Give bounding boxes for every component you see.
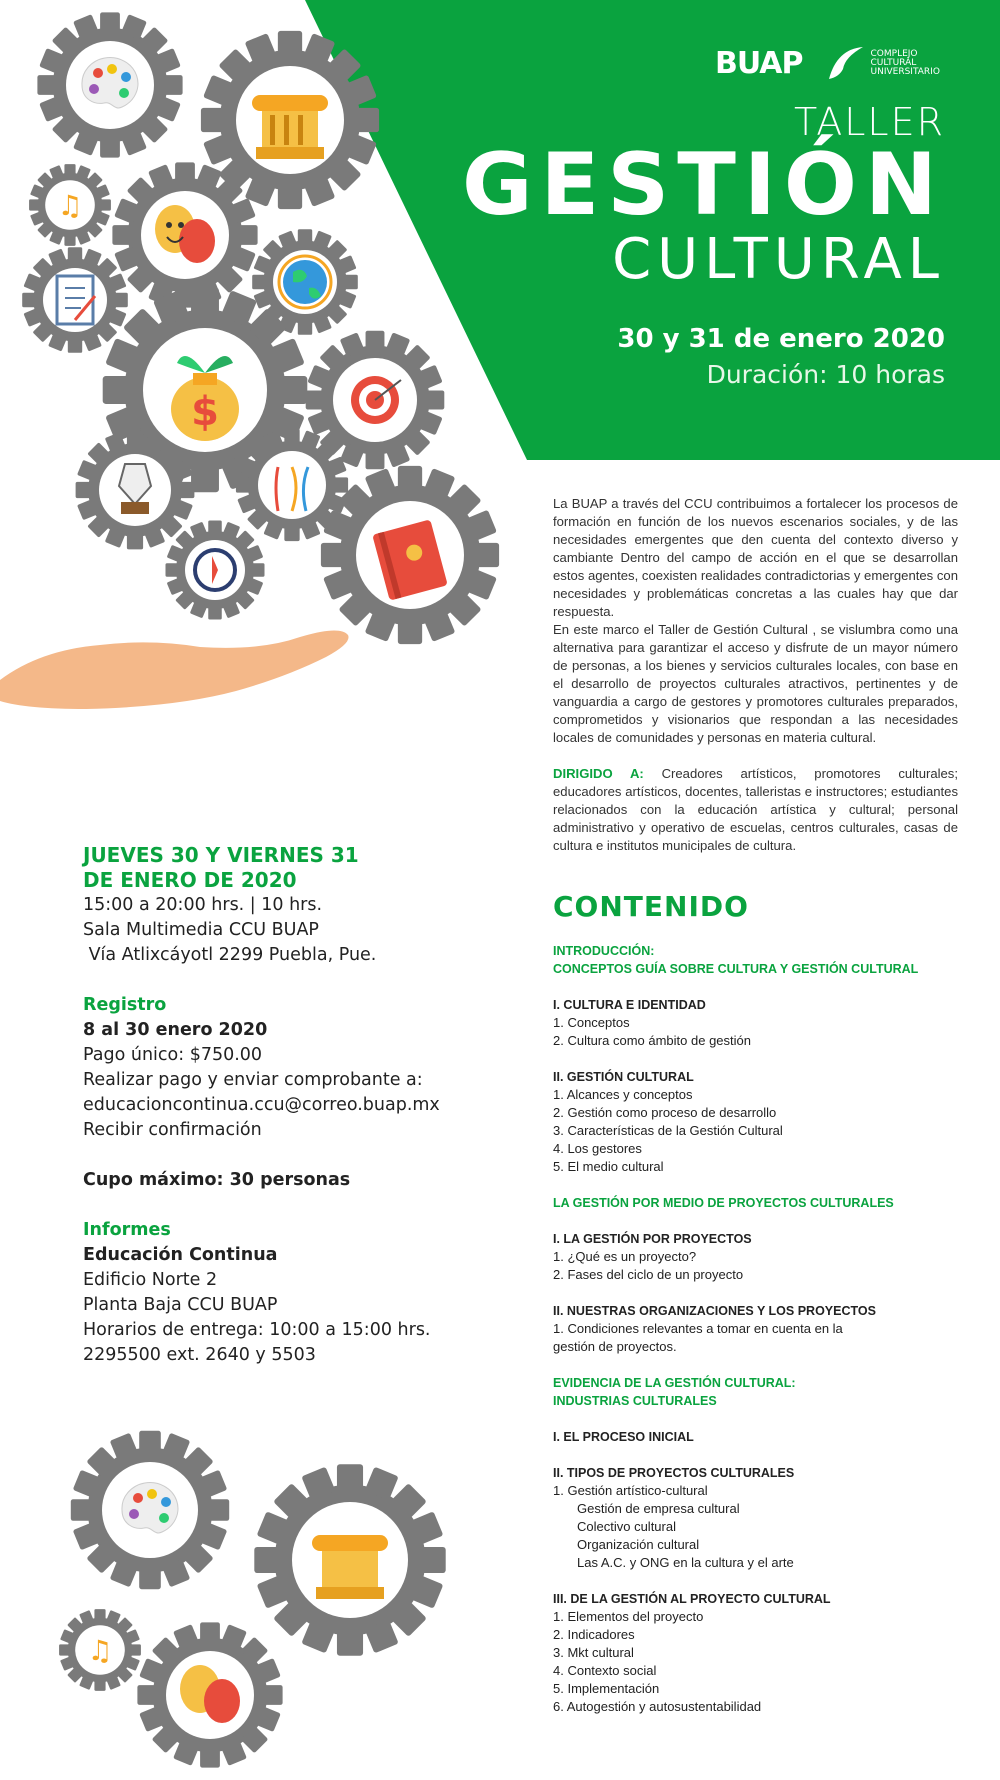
list-item: 1. Conceptos — [553, 1015, 630, 1030]
ccu-logo — [825, 43, 940, 83]
title-taller: TALLER — [793, 100, 945, 144]
title-cultural: CULTURAL — [612, 227, 945, 292]
event-time: 15:00 a 20:00 hrs. | 10 hrs. — [83, 895, 323, 915]
list-item: 1. Condiciones relevantes a tomar en cuenta en la — [553, 1321, 843, 1336]
event-address: Vía Atlixcáyotl 2299 Puebla, Pue. — [83, 945, 377, 965]
recibir-text: Recibir confirmación — [83, 1120, 262, 1140]
event-info — [83, 843, 503, 1368]
globe-icon — [279, 256, 331, 308]
informes-label: Informes — [83, 1220, 171, 1240]
event-days-heading: JUEVES 30 Y VIERNES 31 — [83, 843, 359, 867]
ccu-logo-line3: UNIVERSITARIO — [870, 66, 940, 77]
cupo-text: Cupo máximo: 30 personas — [83, 1170, 351, 1190]
dirigido-label: DIRIGIDO A: — [553, 766, 644, 781]
list-item: 3. Características de la Gestión Cultural — [553, 1123, 783, 1138]
ccu-logo-line1: COMPLEJO — [870, 48, 918, 59]
list-item: gestión de proyectos. — [553, 1339, 677, 1354]
list-subitem: Las A.C. y ONG en la cultura y el arte — [577, 1555, 794, 1570]
list-item: 2. Indicadores — [553, 1627, 635, 1642]
edificio-text: Edificio Norte 2 — [83, 1270, 218, 1290]
list-item: 1. Elementos del proyecto — [553, 1609, 704, 1624]
intro-paragraph-1: La BUAP a través del CCU contribuimos a fortalecer los procesos de formación en función de los nuevos escenarios sociales, y de las necesidades emergentes que den cuenta del contexto diverso y cambiante Dentro del campo de acción en el que se desarrollan estos agentes, coexisten realidades contradictorias y emergentes con necesidades y problemáticas concretas a las cuales hay que dar respuesta. — [553, 496, 958, 619]
dirigido-paragraph — [553, 765, 958, 855]
section-heading: EVIDENCIA DE LA GESTIÓN CULTURAL: — [553, 1376, 796, 1390]
subsection-heading: III. DE LA GESTIÓN AL PROYECTO CULTURAL — [553, 1592, 831, 1606]
registro-label: Registro — [83, 995, 167, 1015]
section-heading: LA GESTIÓN POR MEDIO DE PROYECTOS CULTURALES — [553, 1196, 894, 1210]
event-duration: Duración: 10 horas — [706, 360, 945, 389]
list-item: 2. Fases del ciclo de un proyecto — [553, 1267, 744, 1282]
edu-continua: Educación Continua — [83, 1245, 278, 1265]
section-heading: INDUSTRIAS CULTURALES — [553, 1394, 717, 1408]
event-place: Sala Multimedia CCU BUAP — [83, 920, 319, 940]
list-subitem: Gestión de empresa cultural — [577, 1501, 740, 1516]
column-icon — [252, 95, 328, 159]
event-date: 30 y 31 de enero 2020 — [617, 324, 945, 354]
list-item: 1. Gestión artístico-cultural — [553, 1483, 708, 1498]
svg-text:$: $ — [191, 389, 219, 435]
intro-paragraph-2: En este marco el Taller de Gestión Cultural , se vislumbra como una alternativa para garantizar el acceso y disfrute de un mayor número de personas, a los bienes y servicios culturales locales, con base en el desarrollo de proyectos culturales atractivos, pertinentes y de vanguardia a cargo de gestores y promotores culturales preparados, comprometidos y visionarios que respondan a las necesidades locales de comunidades y personas en materia cultural. — [553, 622, 958, 745]
title-block — [462, 100, 945, 389]
buap-logo: BUAP — [715, 45, 803, 81]
compass-icon — [195, 550, 235, 590]
event-month-heading: DE ENERO DE 2020 — [83, 868, 297, 892]
subsection-heading: II. GESTIÓN CULTURAL — [553, 1070, 694, 1084]
checklist-icon — [57, 276, 95, 324]
list-item: 4. Contexto social — [553, 1663, 657, 1678]
realizar-text: Realizar pago y enviar comprobante a: — [83, 1070, 423, 1090]
list-item: 6. Autogestión y autosustentabilidad — [553, 1699, 762, 1714]
list-item: 4. Los gestores — [553, 1141, 642, 1156]
ccu-emblem-icon — [825, 43, 867, 83]
registro-dates: 8 al 30 enero 2020 — [83, 1020, 268, 1040]
telefono-text: 2295500 ext. 2640 y 5503 — [83, 1345, 316, 1365]
email-link[interactable]: educacioncontinua.ccu@correo.buap.mx — [83, 1095, 440, 1115]
palette-icon — [122, 1483, 178, 1533]
list-item: 2. Cultura como ámbito de gestión — [553, 1033, 751, 1048]
gear-illustration-top — [0, 0, 520, 740]
subsection-heading: I. EL PROCESO INICIAL — [553, 1430, 694, 1444]
planta-text: Planta Baja CCU BUAP — [83, 1295, 278, 1315]
ccu-logo-line2: CULTURAL — [870, 57, 917, 68]
intro-text — [553, 495, 958, 855]
dirigido-text: Creadores artísticos, promotores culturales; educadores artísticos, docentes, talleristas e instructores; estudiantes relacionados con la educación artística y cultural; personal administrativo y operativo de escuelas, centros culturales, casas de cultura e institutos municipales de cultura. — [553, 766, 958, 853]
title-gestion: GESTIÓN — [461, 135, 945, 235]
subsection-heading: II. NUESTRAS ORGANIZACIONES Y LOS PROYECTOS — [553, 1304, 876, 1318]
hand-icon — [0, 630, 349, 709]
music-note-icon: ♫ — [57, 189, 83, 222]
horarios-text: Horarios de entrega: 10:00 a 15:00 hrs. — [83, 1320, 431, 1340]
pago-text: Pago único: $750.00 — [83, 1045, 263, 1065]
list-item: 5. El medio cultural — [553, 1159, 664, 1174]
section-heading: CONCEPTOS GUÍA SOBRE CULTURA Y GESTIÓN CULTURAL — [553, 962, 919, 976]
list-subitem: Organización cultural — [577, 1537, 700, 1552]
subsection-heading: I. LA GESTIÓN POR PROYECTOS — [553, 1232, 752, 1246]
subsection-heading: II. TIPOS DE PROYECTOS CULTURALES — [553, 1466, 795, 1480]
music-note-icon: ♫ — [87, 1634, 113, 1667]
pen-nib-icon — [119, 464, 151, 514]
list-item: 1. Alcances y conceptos — [553, 1087, 693, 1102]
list-item: 1. ¿Qué es un proyecto? — [553, 1249, 697, 1264]
subsection-heading: I. CULTURA E IDENTIDAD — [553, 998, 706, 1012]
contenido-list — [553, 942, 973, 1716]
list-subitem: Colectivo cultural — [577, 1519, 676, 1534]
gear-illustration-bottom — [40, 1430, 500, 1780]
column-icon — [312, 1535, 388, 1599]
section-heading: INTRODUCCIÓN: — [553, 944, 655, 958]
list-item: 2. Gestión como proceso de desarrollo — [553, 1105, 777, 1120]
list-item: 5. Implementación — [553, 1681, 660, 1696]
contenido-title: CONTENIDO — [553, 890, 749, 923]
list-item: 3. Mkt cultural — [553, 1645, 634, 1660]
palette-icon — [82, 58, 138, 108]
header-logos — [715, 38, 940, 88]
